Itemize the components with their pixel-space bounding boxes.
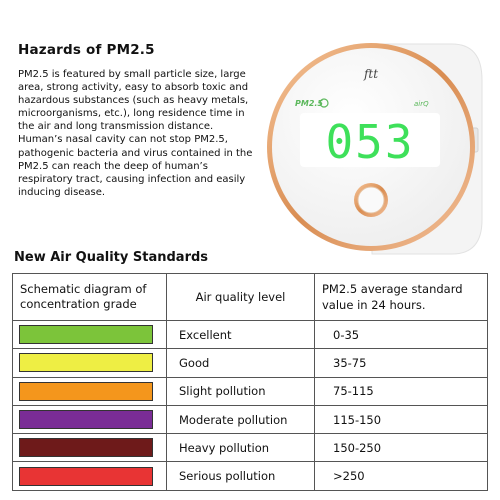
swatch-good (19, 353, 153, 372)
range-cell: >250 (315, 462, 488, 490)
header-level: Air quality level (167, 274, 315, 321)
level-cell: Heavy pollution (167, 434, 315, 462)
table-row (13, 349, 488, 377)
range-cell: 0-35 (315, 321, 488, 349)
device-logo: ftt (363, 67, 379, 81)
header-diagram: Schematic diagram of concentration grade (13, 274, 167, 321)
table-row (13, 462, 488, 490)
device-brand-label: airQ (414, 100, 429, 108)
swatch-moderate (19, 410, 153, 429)
range-cell: 115-150 (315, 405, 488, 433)
swatch-heavy (19, 438, 153, 457)
level-cell: Serious pollution (167, 462, 315, 490)
air-quality-monitor-image (262, 40, 484, 258)
table-row (13, 321, 488, 349)
table-row (13, 405, 488, 433)
table-header-row (13, 274, 488, 321)
air-quality-standards-table (12, 273, 488, 491)
device-pm-label: PM2.5 (295, 99, 323, 108)
pm25-reading-display: 053 (325, 115, 415, 169)
standards-title: New Air Quality Standards (14, 250, 209, 265)
table-row (13, 434, 488, 462)
range-cell: 35-75 (315, 349, 488, 377)
range-cell: 75-115 (315, 377, 488, 405)
level-cell: Good (167, 349, 315, 377)
level-cell: Excellent (167, 321, 315, 349)
level-cell: Slight pollution (167, 377, 315, 405)
swatch-excellent (19, 325, 153, 344)
level-cell: Moderate pollution (167, 405, 315, 433)
swatch-slight (19, 382, 153, 401)
range-cell: 150-250 (315, 434, 488, 462)
table-row (13, 377, 488, 405)
hazards-title: Hazards of PM2.5 (18, 42, 155, 58)
header-value: PM2.5 average standard value in 24 hours. (315, 274, 488, 321)
hazards-description: PM2.5 is featured by small particle size, large area, strong activity, easy to absorb toxic and hazardous substances (such as heavy metals, microorganisms, etc.), long residence time in the air and long transmission distance. Human’s nasal cavity can not stop PM2.5, pathogenic bacteria and virus contained in the PM2.5 can reach the deep of human’s respiratory tract, causing infection and easily inducing disease. (18, 69, 253, 198)
swatch-serious (19, 467, 153, 486)
